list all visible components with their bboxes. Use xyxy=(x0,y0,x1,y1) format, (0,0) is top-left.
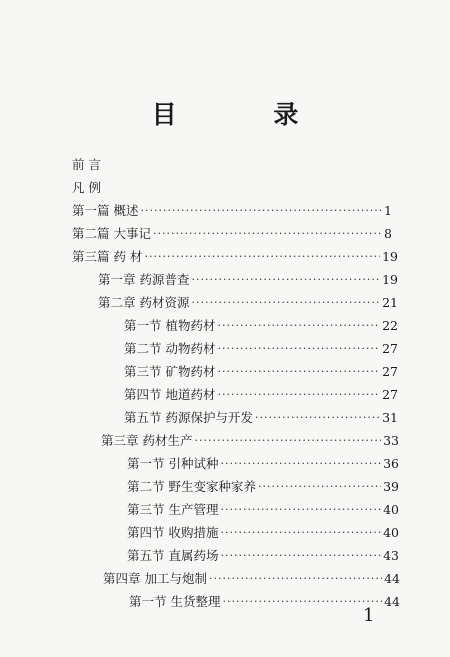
dot-leader xyxy=(191,296,380,309)
dot-leader xyxy=(220,503,381,516)
toc-entry-page: 39 xyxy=(383,478,399,494)
dot-leader xyxy=(217,342,380,355)
toc-entry xyxy=(124,406,398,428)
toc-entry xyxy=(124,360,398,382)
dot-leader xyxy=(144,250,380,263)
toc-entry xyxy=(72,245,398,267)
dot-leader xyxy=(217,388,380,401)
toc-entry xyxy=(124,383,398,405)
toc-entry-conventions xyxy=(72,176,101,198)
toc-entry-page: 44 xyxy=(384,593,400,609)
dot-leader xyxy=(220,457,381,470)
toc-entry-text: 第三节 矿物药材 xyxy=(124,364,216,379)
toc-entry-text: 第一节 植物药材 xyxy=(124,318,216,333)
toc-entry-page: 8 xyxy=(384,225,392,241)
toc-entry-text: 第二章 药材资源 xyxy=(98,295,190,310)
dot-leader xyxy=(255,411,380,424)
toc-entry xyxy=(98,291,398,313)
toc-entry-text: 第四节 收购措施 xyxy=(127,525,219,540)
toc-entry-text: 第五节 直属药场 xyxy=(127,548,219,563)
dot-leader xyxy=(140,204,382,217)
toc-entry-text: 第三章 药材生产 xyxy=(101,433,193,448)
toc-entry-page: 33 xyxy=(383,432,399,448)
toc-entry-text: 第二篇 大事记 xyxy=(72,226,151,241)
toc-entry-text: 凡 例 xyxy=(72,180,101,195)
toc-entry xyxy=(127,498,399,520)
dot-leader xyxy=(191,273,380,286)
toc-entry xyxy=(98,268,398,290)
toc-entry-page: 27 xyxy=(382,340,398,356)
dot-leader xyxy=(153,227,382,240)
toc-entry xyxy=(72,222,392,244)
toc-entry xyxy=(127,475,399,497)
toc-entry xyxy=(124,314,398,336)
toc-entry xyxy=(127,521,399,543)
toc-entry-page: 31 xyxy=(382,409,398,425)
toc-entry xyxy=(101,429,399,451)
page-number: 1 xyxy=(363,605,375,626)
toc-entry-text: 第一节 引种试种 xyxy=(127,456,219,471)
dot-leader xyxy=(217,319,380,332)
toc-entry xyxy=(72,199,392,221)
toc-entry-preface xyxy=(72,153,101,175)
toc-entry-text: 第四节 地道药材 xyxy=(124,387,216,402)
toc-entry-page: 19 xyxy=(382,271,398,287)
dot-leader xyxy=(194,434,381,447)
toc-entry xyxy=(127,544,399,566)
toc-entry-text: 第三节 生产管理 xyxy=(127,502,219,517)
toc-entry-text: 第四章 加工与炮制 xyxy=(103,571,207,586)
dot-leader xyxy=(258,480,381,493)
toc-entry-page: 40 xyxy=(383,501,399,517)
toc-entry-page: 21 xyxy=(382,294,398,310)
toc-entry-text: 前 言 xyxy=(72,157,101,172)
toc-entry-page: 19 xyxy=(382,248,398,264)
toc-entry-text: 第二节 动物药材 xyxy=(124,341,216,356)
toc-entry xyxy=(127,452,399,474)
toc-entry xyxy=(103,567,400,589)
toc-entry-page: 44 xyxy=(384,570,400,586)
toc-entry xyxy=(124,337,398,359)
toc-entry-text: 第一篇 概述 xyxy=(72,203,139,218)
page-title: 目 录 xyxy=(151,100,343,129)
toc-entry-page: 36 xyxy=(383,455,399,471)
toc-entry-text: 第五节 药源保护与开发 xyxy=(124,410,253,425)
toc-entry-text: 第三篇 药 材 xyxy=(72,249,143,264)
toc-entry-page: 40 xyxy=(383,524,399,540)
toc-entry-page: 27 xyxy=(382,363,398,379)
dot-leader xyxy=(217,365,380,378)
dot-leader xyxy=(222,595,382,608)
dot-leader xyxy=(220,549,381,562)
toc-entry xyxy=(129,590,400,612)
dot-leader xyxy=(209,572,382,585)
toc-entry-page: 22 xyxy=(382,317,398,333)
toc-entry-page: 43 xyxy=(383,547,399,563)
toc-entry-text: 第一章 药源普查 xyxy=(98,272,190,287)
toc-entry-page: 1 xyxy=(384,202,392,218)
toc-entry-text: 第二节 野生变家种家养 xyxy=(127,479,256,494)
toc-entry-text: 第一节 生货整理 xyxy=(129,594,221,609)
toc-entry-page: 27 xyxy=(382,386,398,402)
dot-leader xyxy=(220,526,381,539)
